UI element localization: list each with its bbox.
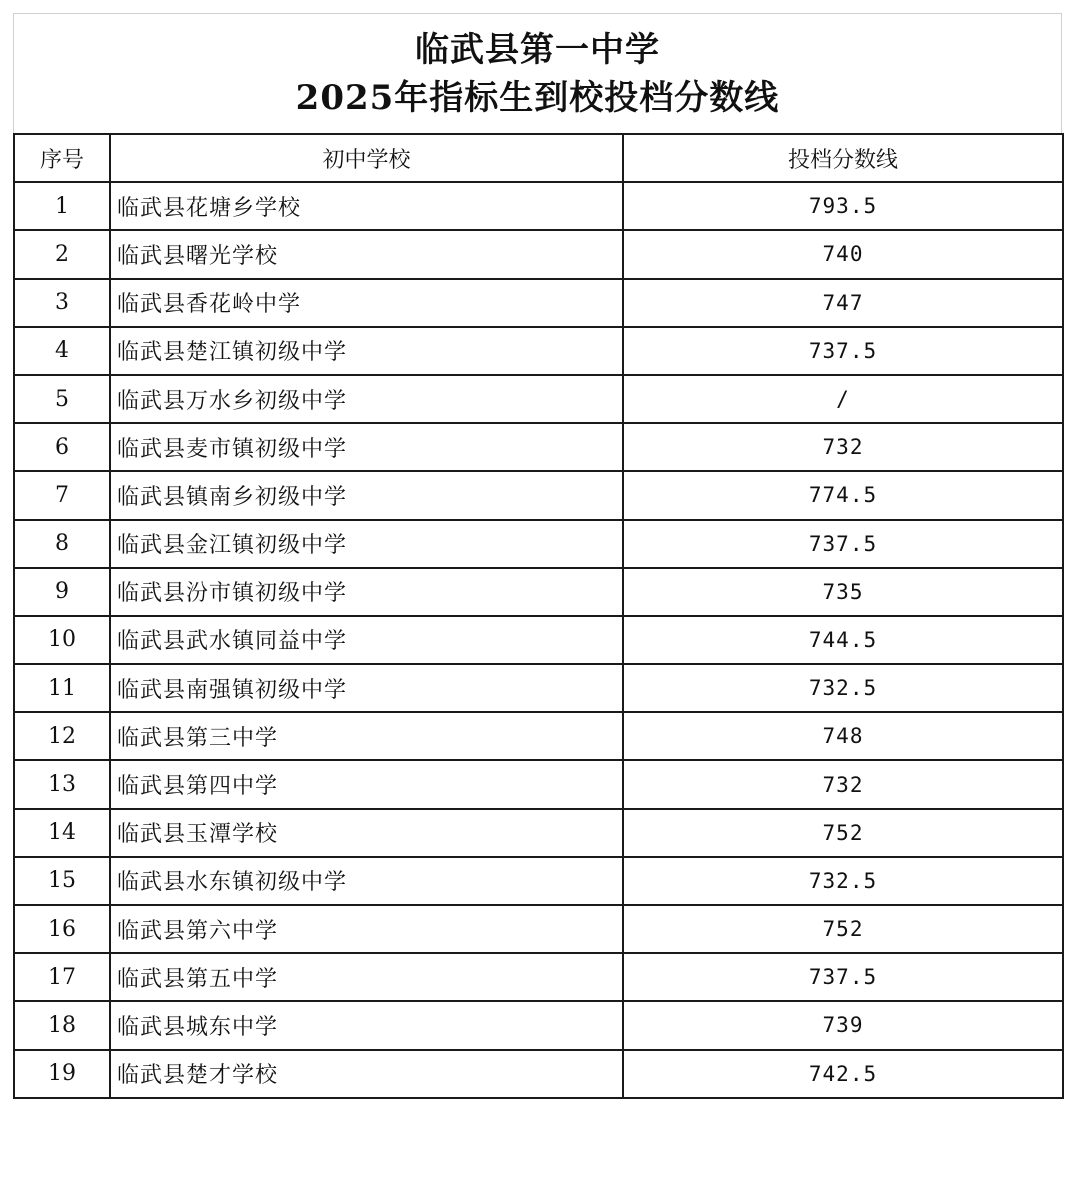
row-index-cell: 6: [14, 423, 110, 471]
row-index-cell: 12: [14, 712, 110, 760]
table-row: [14, 327, 1063, 375]
table-row: [14, 616, 1063, 664]
table-row: [14, 664, 1063, 712]
row-index-cell: 9: [14, 568, 110, 616]
row-index-cell: 2: [14, 230, 110, 278]
row-school-cell: 临武县万水乡初级中学: [110, 375, 623, 423]
row-score-cell: 737.5: [623, 327, 1063, 375]
row-school-cell: 临武县楚才学校: [110, 1050, 623, 1098]
table-row: [14, 279, 1063, 327]
table-row: [14, 375, 1063, 423]
row-school-cell: 临武县楚江镇初级中学: [110, 327, 623, 375]
row-index-cell: 19: [14, 1050, 110, 1098]
row-index-cell: 17: [14, 953, 110, 1001]
row-index-cell: 13: [14, 760, 110, 808]
row-school-cell: 临武县第四中学: [110, 760, 623, 808]
header-index: 序号: [14, 134, 110, 182]
row-index-cell: 18: [14, 1001, 110, 1049]
row-index-cell: 8: [14, 520, 110, 568]
row-score-cell: 742.5: [623, 1050, 1063, 1098]
row-index-cell: 4: [14, 327, 110, 375]
row-score-cell: 732.5: [623, 857, 1063, 905]
row-school-cell: 临武县南强镇初级中学: [110, 664, 623, 712]
row-score-cell: 752: [623, 905, 1063, 953]
table-row: [14, 568, 1063, 616]
table-row: [14, 520, 1063, 568]
table-row: [14, 230, 1063, 278]
row-score-cell: 774.5: [623, 471, 1063, 519]
row-school-cell: 临武县第六中学: [110, 905, 623, 953]
table-row: [14, 809, 1063, 857]
table-row: [14, 1050, 1063, 1098]
row-school-cell: 临武县第五中学: [110, 953, 623, 1001]
row-school-cell: 临武县武水镇同益中学: [110, 616, 623, 664]
row-school-cell: 临武县水东镇初级中学: [110, 857, 623, 905]
row-score-cell: 735: [623, 568, 1063, 616]
table-row: [14, 905, 1063, 953]
row-school-cell: 临武县第三中学: [110, 712, 623, 760]
row-school-cell: 临武县金江镇初级中学: [110, 520, 623, 568]
row-score-cell: /: [623, 375, 1063, 423]
row-school-cell: 临武县香花岭中学: [110, 279, 623, 327]
table-row: [14, 953, 1063, 1001]
row-score-cell: 739: [623, 1001, 1063, 1049]
table-row: [14, 857, 1063, 905]
table-row: [14, 423, 1063, 471]
row-score-cell: 747: [623, 279, 1063, 327]
row-index-cell: 14: [14, 809, 110, 857]
table-row: [14, 712, 1063, 760]
row-index-cell: 16: [14, 905, 110, 953]
row-score-cell: 744.5: [623, 616, 1063, 664]
row-score-cell: 748: [623, 712, 1063, 760]
row-score-cell: 752: [623, 809, 1063, 857]
header-score: 投档分数线: [623, 134, 1063, 182]
row-school-cell: 临武县汾市镇初级中学: [110, 568, 623, 616]
row-school-cell: 临武县玉潭学校: [110, 809, 623, 857]
table-header-row: [14, 134, 1063, 182]
row-score-cell: 737.5: [623, 953, 1063, 1001]
row-index-cell: 5: [14, 375, 110, 423]
score-sheet: [13, 13, 1062, 1176]
table-row: [14, 760, 1063, 808]
document-subtitle: 2025年指标生到校投档分数线: [295, 78, 780, 118]
row-index-cell: 3: [14, 279, 110, 327]
row-index-cell: 1: [14, 182, 110, 230]
row-school-cell: 临武县麦市镇初级中学: [110, 423, 623, 471]
row-school-cell: 临武县曙光学校: [110, 230, 623, 278]
row-score-cell: 793.5: [623, 182, 1063, 230]
row-index-cell: 10: [14, 616, 110, 664]
row-score-cell: 737.5: [623, 520, 1063, 568]
row-school-cell: 临武县花塘乡学校: [110, 182, 623, 230]
table-row: [14, 182, 1063, 230]
document-title: 临武县第一中学: [415, 30, 660, 70]
row-school-cell: 临武县镇南乡初级中学: [110, 471, 623, 519]
score-table: [13, 133, 1064, 1099]
row-score-cell: 732.5: [623, 664, 1063, 712]
row-score-cell: 740: [623, 230, 1063, 278]
table-row: [14, 471, 1063, 519]
row-score-cell: 732: [623, 423, 1063, 471]
title-block: [13, 13, 1062, 133]
header-school: 初中学校: [110, 134, 623, 182]
row-index-cell: 7: [14, 471, 110, 519]
table-row: [14, 1001, 1063, 1049]
row-index-cell: 11: [14, 664, 110, 712]
row-index-cell: 15: [14, 857, 110, 905]
row-score-cell: 732: [623, 760, 1063, 808]
row-school-cell: 临武县城东中学: [110, 1001, 623, 1049]
